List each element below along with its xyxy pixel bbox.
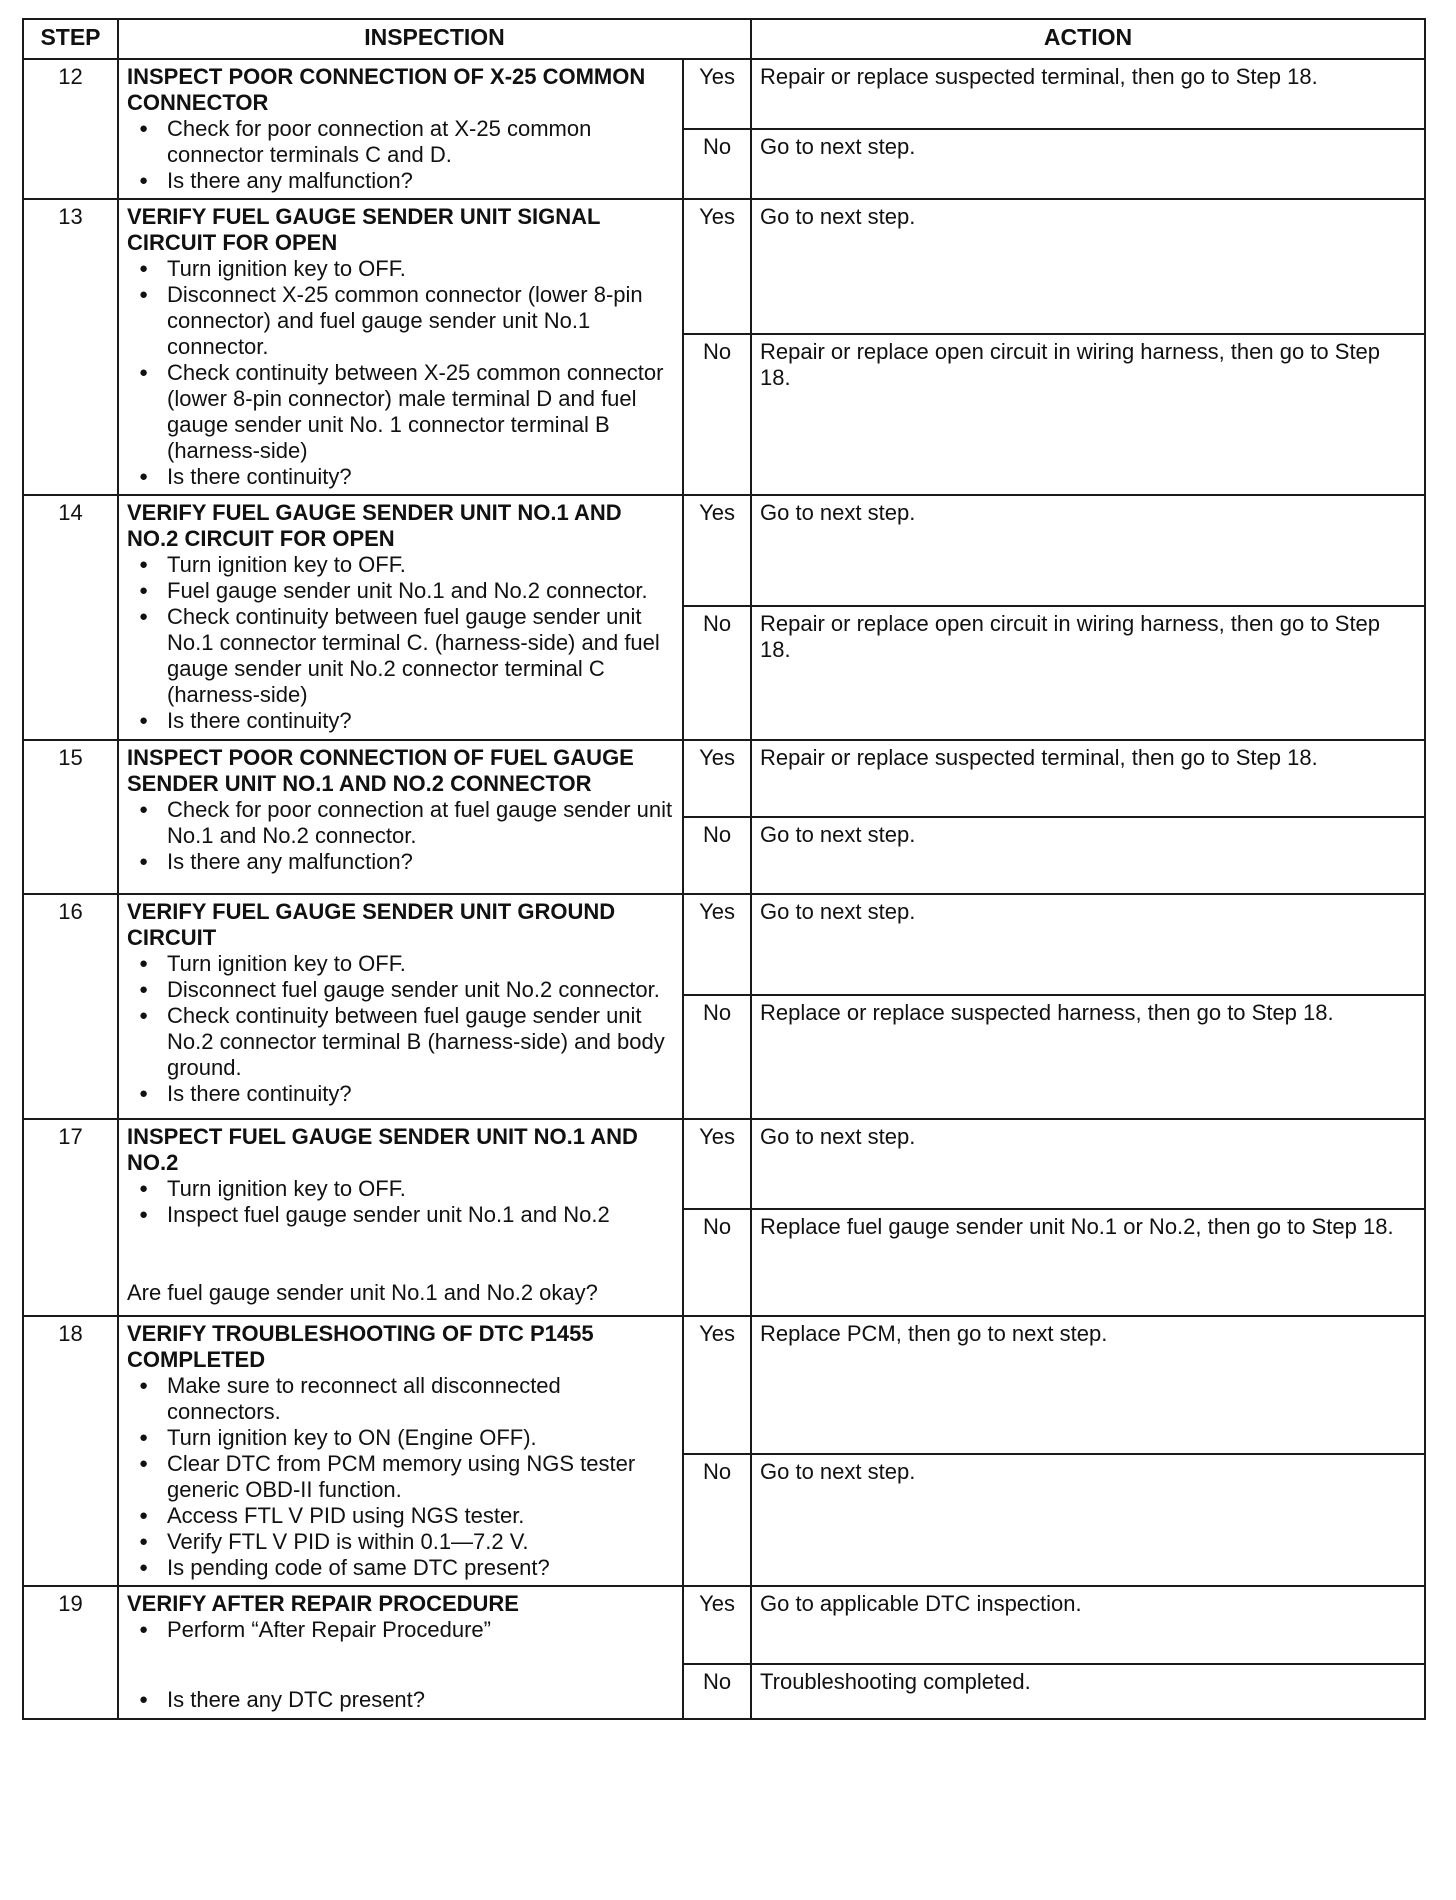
step-number: 16 xyxy=(23,894,118,1119)
inspection-bullet: ● Is there any malfunction? xyxy=(127,849,674,875)
inspection-title: INSPECT POOR CONNECTION OF FUEL GAUGE SENDER UNIT NO.1 AND NO.2 CONNECTOR xyxy=(127,745,634,796)
yes-label: Yes xyxy=(683,199,751,334)
yes-action: Go to next step. xyxy=(751,199,1425,334)
inspection-bullets xyxy=(127,1617,674,1643)
inspection-bullets xyxy=(127,951,674,1107)
no-action: Repair or replace open circuit in wiring harness, then go to Step 18. xyxy=(751,334,1425,495)
table-row xyxy=(23,1316,1425,1454)
yes-label: Yes xyxy=(683,1316,751,1454)
inspection-bullet: ● Turn ignition key to ON (Engine OFF). xyxy=(127,1425,674,1451)
step-number: 19 xyxy=(23,1586,118,1719)
inspection-bullet: ● Disconnect X-25 common connector (lower 8-pin connector) and fuel gauge sender unit No.1 connector. xyxy=(127,282,674,360)
no-action: Replace or replace suspected harness, then go to Step 18. xyxy=(751,995,1425,1119)
inspection-cell xyxy=(118,740,683,894)
inspection-cell xyxy=(118,59,683,199)
inspection-bullet: ● Turn ignition key to OFF. xyxy=(127,552,674,578)
no-action: Go to next step. xyxy=(751,817,1425,894)
inspection-header: INSPECTION xyxy=(118,19,751,59)
table-row xyxy=(23,199,1425,334)
inspection-bullet: ● Verify FTL V PID is within 0.1—7.2 V. xyxy=(127,1529,674,1555)
inspection-bullets xyxy=(127,552,674,734)
step-header: STEP xyxy=(23,19,118,59)
inspection-title: VERIFY FUEL GAUGE SENDER UNIT NO.1 AND NO.2 CIRCUIT FOR OPEN xyxy=(127,500,622,551)
no-action: Repair or replace open circuit in wiring harness, then go to Step 18. xyxy=(751,606,1425,740)
no-label: No xyxy=(683,1209,751,1316)
yes-action: Go to applicable DTC inspection. xyxy=(751,1586,1425,1664)
no-action: Troubleshooting completed. xyxy=(751,1664,1425,1719)
no-action: Go to next step. xyxy=(751,129,1425,199)
inspection-bullet: ● Turn ignition key to OFF. xyxy=(127,1176,674,1202)
inspection-bullets xyxy=(127,116,674,194)
inspection-bullet: ● Check continuity between X-25 common connector (lower 8-pin connector) male terminal D and fuel gauge sender unit No. 1 connector terminal B (harness-side) xyxy=(127,360,674,464)
header-row xyxy=(23,19,1425,59)
inspection-bullet: ● Is there continuity? xyxy=(127,1081,674,1107)
inspection-bullet: ● Is there continuity? xyxy=(127,708,674,734)
yes-action: Replace PCM, then go to next step. xyxy=(751,1316,1425,1454)
step-number: 13 xyxy=(23,199,118,495)
inspection-bullet: ● Check continuity between fuel gauge sender unit No.1 connector terminal C. (harness-side) and fuel gauge sender unit No.2 connector terminal C (harness-side) xyxy=(127,604,674,708)
yes-label: Yes xyxy=(683,740,751,817)
inspection-bullet: ● Turn ignition key to OFF. xyxy=(127,951,674,977)
inspection-title: VERIFY AFTER REPAIR PROCEDURE xyxy=(127,1591,519,1616)
inspection-cell xyxy=(118,1316,683,1586)
action-header: ACTION xyxy=(751,19,1425,59)
inspection-cell xyxy=(118,894,683,1119)
inspection-bullet: ● Is pending code of same DTC present? xyxy=(127,1555,674,1581)
no-label: No xyxy=(683,995,751,1119)
table-row xyxy=(23,740,1425,817)
procedure-table xyxy=(22,18,1426,1720)
no-action: Go to next step. xyxy=(751,1454,1425,1586)
inspection-bullet: ● Check continuity between fuel gauge sender unit No.2 connector terminal B (harness-side) and body ground. xyxy=(127,1003,674,1081)
inspection-bullet: ● Check for poor connection at X-25 common connector terminals C and D. xyxy=(127,116,674,168)
table-row xyxy=(23,495,1425,606)
inspection-bullets xyxy=(127,1373,674,1581)
inspection-bullet: ● Is there continuity? xyxy=(127,464,674,490)
yes-action: Repair or replace suspected terminal, then go to Step 18. xyxy=(751,740,1425,817)
yes-label: Yes xyxy=(683,1586,751,1664)
no-label: No xyxy=(683,606,751,740)
inspection-title: VERIFY TROUBLESHOOTING OF DTC P1455 COMPLETED xyxy=(127,1321,594,1372)
no-label: No xyxy=(683,129,751,199)
step-number: 12 xyxy=(23,59,118,199)
inspection-bullet: ● Check for poor connection at fuel gauge sender unit No.1 and No.2 connector. xyxy=(127,797,674,849)
inspection-question: Are fuel gauge sender unit No.1 and No.2 okay? xyxy=(127,1280,598,1305)
inspection-bullet: ● Inspect fuel gauge sender unit No.1 and No.2 xyxy=(127,1202,674,1228)
inspection-title: VERIFY FUEL GAUGE SENDER UNIT SIGNAL CIRCUIT FOR OPEN xyxy=(127,204,601,255)
inspection-title: VERIFY FUEL GAUGE SENDER UNIT GROUND CIRCUIT xyxy=(127,899,616,950)
inspection-bullets xyxy=(127,797,674,875)
yes-label: Yes xyxy=(683,894,751,995)
inspection-bullet: ● Fuel gauge sender unit No.1 and No.2 connector. xyxy=(127,578,674,604)
inspection-bullet: ● Clear DTC from PCM memory using NGS tester generic OBD-II function. xyxy=(127,1451,674,1503)
inspection-bullets xyxy=(127,256,674,490)
step-number: 14 xyxy=(23,495,118,740)
inspection-bullet: ● Is there any DTC present? xyxy=(127,1687,674,1713)
inspection-bullet: ● Disconnect fuel gauge sender unit No.2 connector. xyxy=(127,977,674,1003)
inspection-cell xyxy=(118,199,683,495)
yes-label: Yes xyxy=(683,1119,751,1209)
step-number: 18 xyxy=(23,1316,118,1586)
inspection-bullets xyxy=(127,1687,674,1713)
inspection-bullet: ● Turn ignition key to OFF. xyxy=(127,256,674,282)
inspection-cell xyxy=(118,495,683,740)
inspection-title: INSPECT FUEL GAUGE SENDER UNIT NO.1 AND NO.2 xyxy=(127,1124,638,1175)
step-number: 17 xyxy=(23,1119,118,1316)
yes-action: Go to next step. xyxy=(751,1119,1425,1209)
procedure-rows xyxy=(23,59,1425,1719)
yes-action: Go to next step. xyxy=(751,495,1425,606)
no-label: No xyxy=(683,1664,751,1719)
inspection-bullets xyxy=(127,1176,674,1228)
yes-label: Yes xyxy=(683,59,751,129)
no-action: Replace fuel gauge sender unit No.1 or No.2, then go to Step 18. xyxy=(751,1209,1425,1316)
step-number: 15 xyxy=(23,740,118,894)
inspection-cell xyxy=(118,1586,683,1719)
table-row xyxy=(23,894,1425,995)
yes-action: Repair or replace suspected terminal, then go to Step 18. xyxy=(751,59,1425,129)
table-row xyxy=(23,59,1425,129)
inspection-bullet: ● Access FTL V PID using NGS tester. xyxy=(127,1503,674,1529)
no-label: No xyxy=(683,817,751,894)
table-row xyxy=(23,1586,1425,1664)
inspection-title: INSPECT POOR CONNECTION OF X-25 COMMON CONNECTOR xyxy=(127,64,646,115)
inspection-cell xyxy=(118,1119,683,1316)
yes-action: Go to next step. xyxy=(751,894,1425,995)
inspection-bullet: ● Is there any malfunction? xyxy=(127,168,674,194)
yes-label: Yes xyxy=(683,495,751,606)
table-row xyxy=(23,1119,1425,1209)
no-label: No xyxy=(683,334,751,495)
inspection-bullet: ● Perform “After Repair Procedure” xyxy=(127,1617,674,1643)
inspection-bullet: ● Make sure to reconnect all disconnected connectors. xyxy=(127,1373,674,1425)
no-label: No xyxy=(683,1454,751,1586)
